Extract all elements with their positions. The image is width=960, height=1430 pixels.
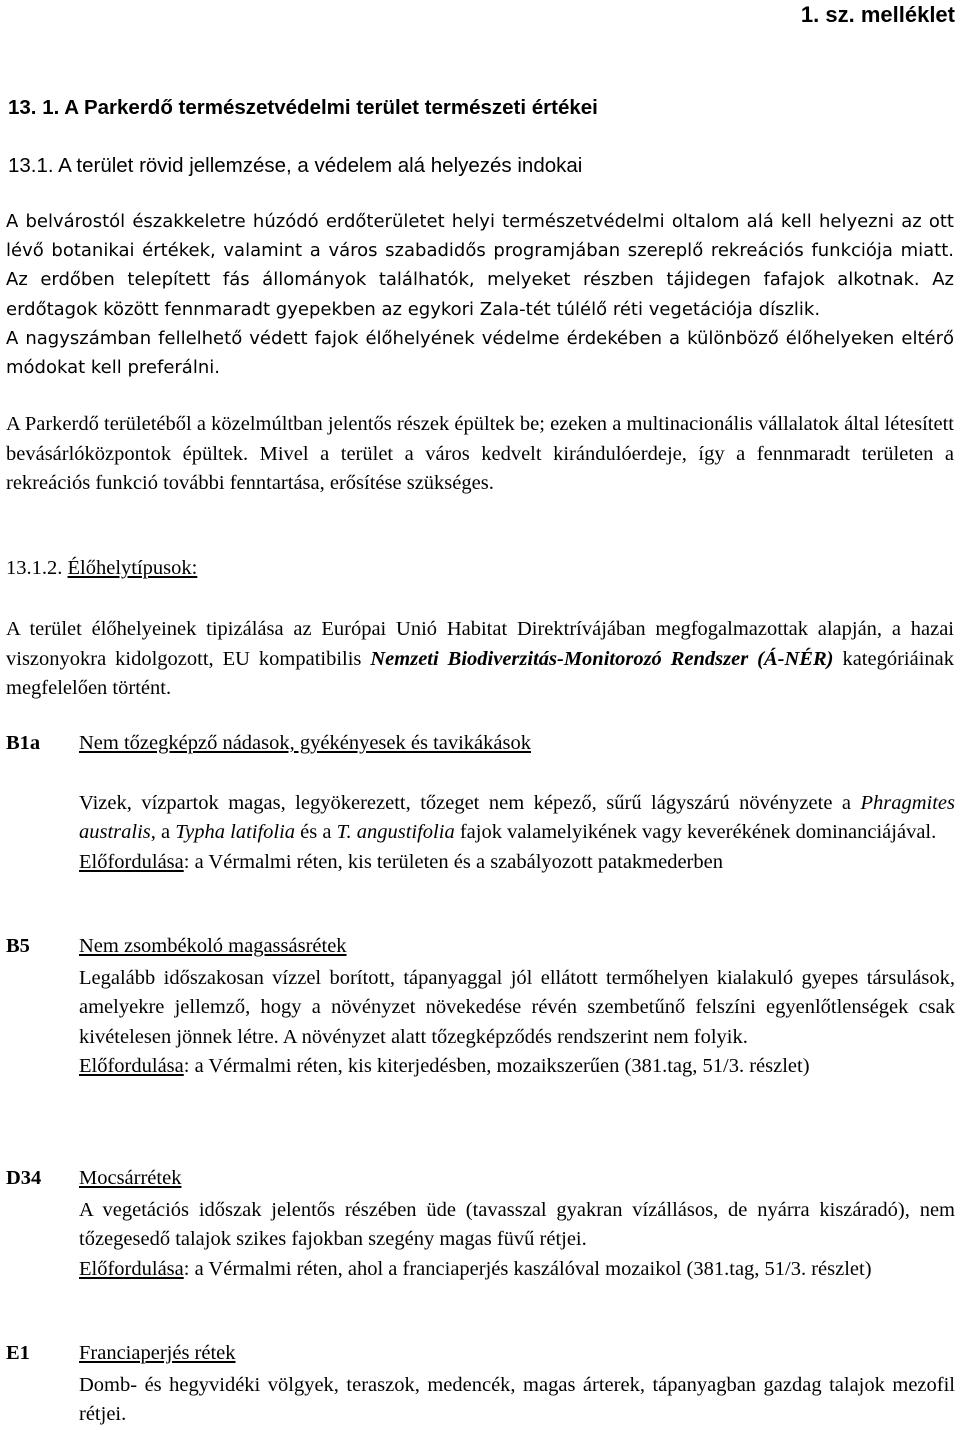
desc-text: fajok valamelyikének vagy keverékének dominanciájával.	[454, 821, 937, 844]
annex-label: 1. sz. melléklet	[800, 2, 955, 27]
habitat-title-b5: Nem zsombékoló magassásrétek	[79, 935, 347, 957]
section-intro-after: kategóriáinak megfelelően történt.	[6, 647, 955, 699]
desc-text: és a	[295, 821, 337, 844]
habitat-occurrence-d34	[79, 1255, 955, 1284]
habitat-title-d34: Mocsárrétek	[79, 1167, 182, 1189]
section-title	[6, 557, 197, 580]
intro-paragraph-1: A belvárostól északkeletre húzódó erdőterületet helyi természetvédelmi oltalom alá kell helyezni az ott lévő botanikai értékek, valamint a város szabadidős programjában szereplő rekreációs funkciója miatt. Az erdőben telepített fás állományok találhatók, melyeket részben tájidegen fafajok alkotnak. Az erdőtagok között fennmaradt gyepekben az egykori Zala-tét túlélő réti vegetációja díszlik.	[6, 211, 954, 320]
occurrence-text: : a Vérmalmi réten, kis kiterjedésben, mozaikszerűen (381.tag, 51/3. részlet)	[183, 1054, 810, 1077]
habitat-body-b5	[79, 964, 955, 1081]
intro-paragraph-2: A nagyszámban fellelhető védett fajok élőhelyének védelme érdekében a különböző élőhelyeken eltérő módokat kell preferálni.	[6, 327, 954, 379]
desc-text: , a	[150, 821, 176, 844]
habitat-code-b1a: B1a	[6, 732, 41, 754]
occurrence-text: : a Vérmalmi réten, kis területen és a szabályozott patakmederben	[183, 850, 723, 873]
habitat-title-b1a: Nem tőzegképző nádasok, gyékényesek és tavikákások	[79, 732, 531, 754]
occurrence-text: : a Vérmalmi réten, ahol a franciaperjés kaszálóval mozaikol (381.tag, 51/3. részlet)	[183, 1257, 872, 1280]
habitat-code-e1: E1	[6, 1342, 30, 1364]
habitat-code-d34: D34	[6, 1167, 42, 1189]
section-intro	[6, 615, 954, 704]
intro-text	[6, 207, 954, 382]
habitat-desc-b5: Legalább időszakosan vízzel borított, tápanyaggal jól ellátott termőhelyen kialakuló gyepes társulások, amelyekre jellemző, hogy a növényzet növekedése révén szembetűnő felszíni egyenlőtlenségek csak kivételesen jönnek létre. A növényzet alatt tőzegképződés rendszerint nem folyik.	[79, 967, 955, 1048]
species-name: T. angustifolia	[336, 821, 455, 844]
habitat-code-b5: B5	[6, 935, 30, 957]
habitat-occurrence-b1a	[79, 848, 955, 877]
habitat-occurrence-b5	[79, 1052, 955, 1081]
occurrence-label: Előfordulása	[79, 850, 184, 873]
species-name: Phragmites australis	[79, 792, 955, 844]
system-name: Nemzeti Biodiverzitás-Monitorozó Rendszer (Á-NÉR)	[370, 647, 834, 670]
habitat-body-e1	[79, 1371, 955, 1430]
parkerdo-text: A Parkerdő területéből a közelmúltban jelentős részek épültek be; ezeken a multinacionális vállalatok által létesített bevásárlóközpontok épültek. Mivel a terület a város kedvelt kirándulóerdeje, így a fennmaradt területen a rekreációs funkció további fenntartása, erősítése szükséges.	[6, 413, 954, 494]
habitat-desc-d34: A vegetációs időszak jelentős részében üde (tavasszal gyakran vízállásos, de nyárra kiszáradó), nem tőzegesedő talajok szikes fajokban szegény magas füvű rétjei.	[79, 1199, 955, 1251]
parkerdo-paragraph	[6, 410, 954, 499]
section-intro-text	[6, 615, 954, 704]
occurrence-label: Előfordulása	[79, 1257, 184, 1280]
section-intro-before: A terület élőhelyeinek tipizálása az Európai Unió Habitat Direktrívájában megfogalmazottak alapján, a hazai viszonyokra kidolgozott, EU kompatibilis	[6, 618, 954, 670]
main-heading: 13. 1. A Parkerdő természetvédelmi terület természeti értékei	[8, 96, 598, 119]
habitat-body-d34	[79, 1196, 955, 1284]
habitat-desc-b1a	[79, 789, 955, 848]
habitat-body-b1a	[79, 789, 955, 877]
section-number: 13.1.2.	[6, 557, 68, 579]
desc-text: Vizek, vízpartok magas, legyökerezett, tőzeget nem képező, sűrű lágyszárú növényzete a	[79, 792, 861, 814]
sub-heading: 13.1. A terület rövid jellemzése, a védelem alá helyezés indokai	[8, 154, 583, 177]
occurrence-label: Előfordulása	[79, 1054, 184, 1077]
species-name: Typha latifolia	[175, 821, 296, 844]
habitat-title-e1: Franciaperjés rétek	[79, 1342, 236, 1364]
section-title-text: Élőhelytípusok:	[67, 557, 198, 579]
habitat-desc-e1: Domb- és hegyvidéki völgyek, teraszok, medencék, magas árterek, tápanyagban gazdag talajok mezofil rétjei.	[79, 1374, 955, 1426]
